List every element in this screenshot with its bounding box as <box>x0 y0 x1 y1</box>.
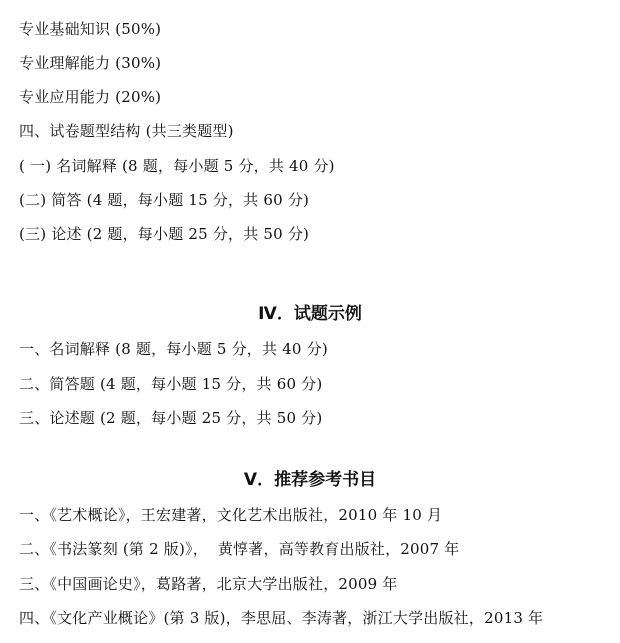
sample-question-item-short-answer: 二、简答题 (4 题，每小题 15 分，共 60 分) <box>19 375 323 393</box>
sample-question-item-essay: 三、论述题 (2 题，每小题 25 分，共 50 分) <box>19 409 323 427</box>
score-weight-application: 专业应用能力 (20%) <box>19 88 162 106</box>
section-heading-sample-questions: Ⅳ．试题示例 <box>258 304 362 324</box>
exam-structure-title: 四、试卷题型结构 (共三类题型) <box>19 122 234 140</box>
exam-structure-item-terms: ( 一) 名词解释 (8 题，每小题 5 分，共 40 分) <box>19 157 335 175</box>
exam-structure-item-essay: (三) 论述 (2 题，每小题 25 分，共 50 分) <box>19 225 310 243</box>
score-weight-basic-knowledge: 专业基础知识 (50%) <box>19 20 162 38</box>
section-heading-reference-books: Ⅴ．推荐参考书目 <box>243 470 377 490</box>
reference-book-item: 三、《中国画论史》，葛路著，北京大学出版社，2009 年 <box>19 575 398 593</box>
exam-structure-item-short-answer: (二) 简答 (4 题，每小题 15 分，共 60 分) <box>19 191 310 209</box>
reference-book-item: 一、《艺术概论》，王宏建著，文化艺术出版社，2010 年 10 月 <box>19 506 443 524</box>
score-weight-understanding: 专业理解能力 (30%) <box>19 54 162 72</box>
reference-book-item: 二、《书法篆刻 (第 2 版)》， 黄惇著，高等教育出版社，2007 年 <box>19 540 460 558</box>
reference-book-item: 四、《文化产业概论》(第 3 版)，李思屈、李涛著，浙江大学出版社，2013 年 <box>19 609 544 627</box>
sample-question-item-terms: 一、名词解释 (8 题，每小题 5 分，共 40 分) <box>19 340 328 358</box>
